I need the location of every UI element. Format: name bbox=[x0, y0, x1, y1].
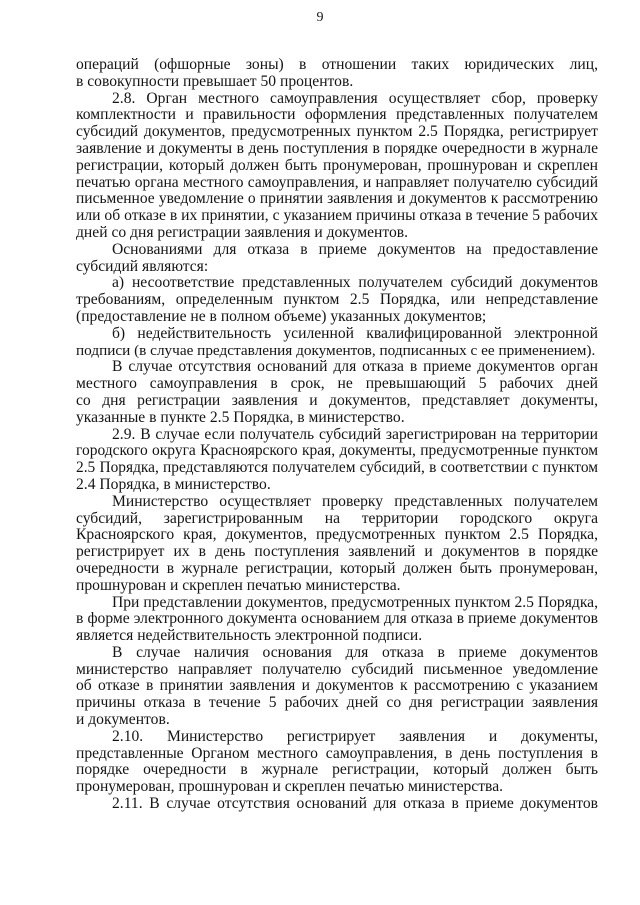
text-line: регистрации, который должен быть пронумерован, прошнурован и скреплен bbox=[76, 156, 598, 174]
text-line: б) недействительность усиленной квалифицированной электронной bbox=[112, 324, 598, 342]
text-line: причины отказа в течение 5 рабочих дней со дня регистрации заявления bbox=[76, 694, 598, 712]
text-line: комплектности и правильности оформления представленных получателем bbox=[76, 106, 598, 124]
text-line: городского округа Красноярского края, документы, предусмотренные пунктом bbox=[76, 442, 598, 460]
text-line: требованиям, определенным пунктом 2.5 Порядка, или непредставление bbox=[76, 291, 598, 309]
text-line: письменное уведомление о принятии заявления и документов к рассмотрению bbox=[76, 190, 598, 208]
text-line: подписи (в случае представления документов, подписанных с ее применением). bbox=[76, 341, 596, 359]
text-line: При представлении документов, предусмотренных пунктом 2.5 Порядка, bbox=[112, 593, 598, 611]
text-line: 2.5 Порядка, представляются получателем субсидий, в соответствии с пунктом bbox=[76, 459, 598, 477]
text-line: порядке очередности в журнале регистрации, который должен быть bbox=[76, 761, 598, 779]
text-line: 2.8. Орган местного самоуправления осуществляет сбор, проверку bbox=[112, 89, 598, 107]
text-line: В случае наличия основания для отказа в приеме документов bbox=[112, 643, 598, 661]
text-line: и документов. bbox=[76, 711, 170, 729]
text-line: со дня регистрации заявления и документов, представляет документы, bbox=[76, 391, 598, 409]
text-line: является недействительность электронной подписи. bbox=[76, 627, 423, 645]
text-line: прошнурован и скреплен печатью министерства. bbox=[76, 576, 401, 594]
text-line: Министерство осуществляет проверку представленных получателем bbox=[112, 492, 598, 510]
text-line: субсидий, зарегистрированным на территории городского округа bbox=[76, 509, 598, 527]
text-line: Основаниями для отказа в приеме документов на предоставление bbox=[112, 240, 598, 258]
document-body bbox=[76, 57, 598, 813]
text-line: В случае отсутствия оснований для отказа в приеме документов орган bbox=[112, 358, 598, 376]
text-line: дней со дня регистрации заявления и документов. bbox=[76, 223, 409, 241]
text-line: Красноярского края, документов, предусмотренных пунктом 2.5 Порядка, bbox=[76, 526, 598, 544]
text-line: указанные в пункте 2.5 Порядка, в министерство. bbox=[76, 408, 405, 426]
text-line: министерство направляет получателю субсидий письменное уведомление bbox=[76, 660, 598, 678]
text-line: очередности в журнале регистрации, который должен быть пронумерован, bbox=[76, 559, 598, 577]
text-line: операций (офшорные зоны) в отношении таких юридических лиц, bbox=[76, 56, 598, 73]
text-line: регистрирует их в день поступления заявлений и документов в порядке bbox=[76, 543, 598, 561]
text-line: 2.11. В случае отсутствия оснований для отказа в приеме документов bbox=[112, 795, 598, 813]
text-line: или об отказе в их принятии, с указанием причины отказа в течение 5 рабочих bbox=[76, 207, 598, 225]
text-line: 2.4 Порядка, в министерство. bbox=[76, 475, 271, 493]
text-line: 2.9. В случае если получатель субсидий зарегистрирован на территории bbox=[112, 425, 598, 443]
text-line: а) несоответствие представленных получателем субсидий документов bbox=[112, 274, 598, 292]
text-line: пронумерован, прошнурован и скреплен печатью министерства. bbox=[76, 778, 504, 796]
text-line: субсидий являются: bbox=[76, 257, 209, 275]
text-line: представленные Органом местного самоуправления, в день поступления в bbox=[76, 744, 598, 762]
text-line: заявление и документы в день поступления в порядке очередности в журнале bbox=[76, 139, 598, 157]
text-line: (предоставление не в полном объеме) указанных документов; bbox=[76, 307, 487, 325]
text-line: в совокупности превышает 50 процентов. bbox=[76, 72, 354, 90]
page-number: 9 bbox=[316, 10, 324, 25]
text-line: местного самоуправления в срок, не превышающий 5 рабочих дней bbox=[76, 375, 598, 393]
text-line: субсидий документов, предусмотренных пунктом 2.5 Порядка, регистрирует bbox=[76, 123, 598, 141]
text-line: 2.10. Министерство регистрирует заявления и документы, bbox=[112, 727, 598, 745]
text-line: в форме электронного документа основанием для отказа в приеме документов bbox=[76, 610, 598, 628]
text-line: об отказе в принятии заявления и документов к рассмотрению с указанием bbox=[76, 677, 598, 695]
text-line: печатью органа местного самоуправления, и направляет получателю субсидий bbox=[76, 173, 598, 191]
